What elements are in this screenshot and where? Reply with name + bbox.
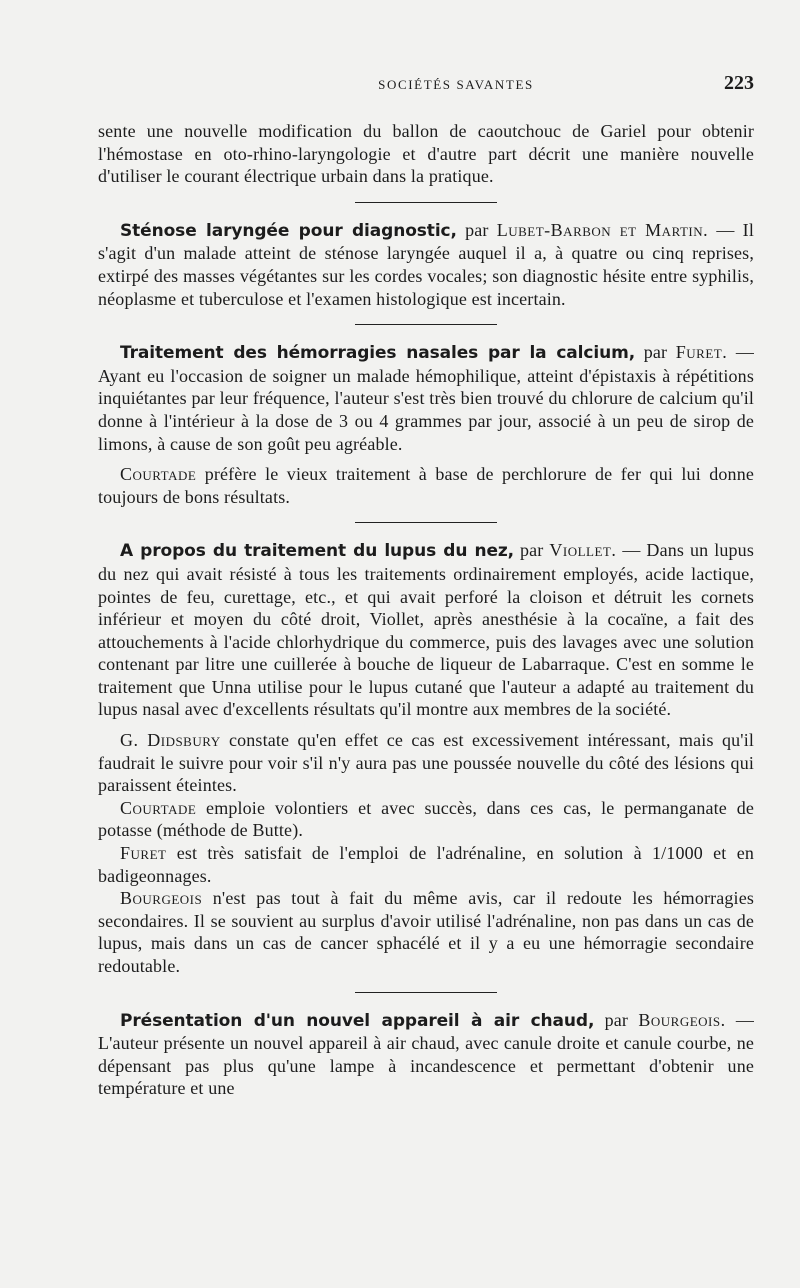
discussion-paragraph: [98, 463, 754, 508]
speaker-name: Courtade: [120, 797, 197, 818]
section-title: A propos du traitement du lupus du nez,: [120, 541, 515, 562]
discussion-paragraph: [98, 842, 754, 887]
speaker-name: Bourgeois: [120, 888, 203, 909]
speaker-name: Courtade: [120, 464, 197, 485]
section-divider: [355, 522, 497, 523]
page-header: [98, 72, 754, 102]
paragraph-text: est très satisfait de l'emploi de l'adrénaline, en solution à 1/1000 et en badigeonnages.: [98, 843, 754, 886]
discussion-paragraph: [98, 797, 754, 842]
section-paragraph: [98, 1009, 754, 1100]
section-authors: Lubet-Barbon et Martin.: [496, 219, 709, 240]
section-appareil-air-chaud: [98, 1009, 754, 1100]
section-hemorragies-nasales: [98, 341, 754, 508]
paragraph-text: — Il s'agit d'un malade atteint de sténose laryngée auquel il a, à quatre ou cinq reprises, extirpé des masses végétantes sur les cordes vocales; son diagnostic hésite entre syphilis, néoplasme et tuberculose et l'examen histologique est incertain.: [98, 219, 754, 309]
author-by: par: [604, 1009, 629, 1030]
paragraph-text: — Dans un lupus du nez qui avait résisté à tous les traitements ordinairement employés, acide lactique, pointes de feu, curettage, etc., et qui avait perforé la cloison et détruit les cornets inférieur et moyen du côté droit, Viollet, après anesthésie à la cocaïne, a fait des attouchements à l'acide chlorhydrique du commerce, puis des lavages avec une solution contenant par litre une cuillerée à bouche de liqueur de Labarraque. C'est en somme le traitement que Unna utilise pour le lupus cutané que l'auteur a adapté au traitement du lupus nasal avec d'excellents résultats qu'il montre aux membres de la société.: [98, 540, 754, 720]
paragraph-text: — Ayant eu l'occasion de soigner un malade hémophilique, atteint d'épistaxis à répétitions inquiétantes par leur fréquence, l'auteur s'est très bien trouvé du chlorure de calcium qu'il donne à l'intérieur à la dose de 3 ou 4 grammes par jour, associé à un peu de sirop de limons, à cause de son goût peu agréable.: [98, 342, 755, 454]
section-paragraph: [98, 539, 754, 721]
author-by: par: [465, 219, 489, 240]
discussion-paragraph: [98, 729, 754, 797]
speaker-name: G. Didsbury: [120, 730, 221, 751]
section-paragraph: [98, 341, 754, 455]
author-by: par: [643, 342, 668, 363]
section-title: Présentation d'un nouvel appareil à air chaud,: [120, 1010, 595, 1031]
section-divider: [355, 324, 497, 325]
paragraph-text: emploie volontiers et avec succès, dans ces cas, le permanganate de potasse (méthode de Butte).: [98, 797, 754, 841]
page-number: 223: [724, 72, 754, 94]
paragraph-text: — L'auteur présente un nouvel appareil à air chaud, avec canule droite et canule courbe, ne dépensant pas plus qu'une lampe à incandescence et permettant d'obtenir une température et une: [98, 1009, 755, 1099]
section-lupus-du-nez: [98, 539, 754, 977]
section-authors: Bourgeois.: [638, 1009, 726, 1030]
paragraph: sente une nouvelle modification du ballon de caoutchouc de Gariel pour obtenir l'hémostase en oto-rhino-laryngologie et d'autre part décrit une manière nouvelle d'utiliser le courant électrique urbain dans la pratique.: [98, 121, 754, 187]
running-head: SOCIÉTÉS SAVANTES: [378, 77, 534, 92]
section-title: Traitement des hémorragies nasales par la calcium,: [120, 343, 636, 364]
speaker-name: Furet: [120, 843, 167, 864]
section-divider: [355, 202, 497, 203]
section-authors: Furet.: [675, 342, 728, 363]
section-divider: [355, 992, 497, 993]
section-paragraph: [98, 219, 754, 310]
section-title: Sténose laryngée pour diagnostic,: [120, 220, 457, 241]
author-by: par: [520, 540, 544, 561]
paragraph-text: n'est pas tout à fait du même avis, car il redoute les hémorragies secondaires. Il se souvient au surplus d'avoir utilisé l'adrénaline, non pas dans un cas de lupus, mais dans un cas de cancer sphacélé et il y a eu une hémorragie secondaire redoutable.: [98, 888, 754, 976]
section-continuation: [98, 120, 754, 188]
section-stenose-laryngee: [98, 219, 754, 310]
section-authors: Viollet.: [549, 540, 617, 561]
paragraph-text: préfère le vieux traitement à base de perchlorure de fer qui lui donne toujours de bons résultats.: [98, 464, 754, 507]
paragraph-text: constate qu'en effet ce cas est excessivement intéressant, mais qu'il faudrait le suivre pour voir s'il n'y aura pas une poussée nouvelle du côté des lésions qui paraissent éteintes.: [98, 730, 754, 796]
discussion-paragraph: [98, 887, 754, 977]
